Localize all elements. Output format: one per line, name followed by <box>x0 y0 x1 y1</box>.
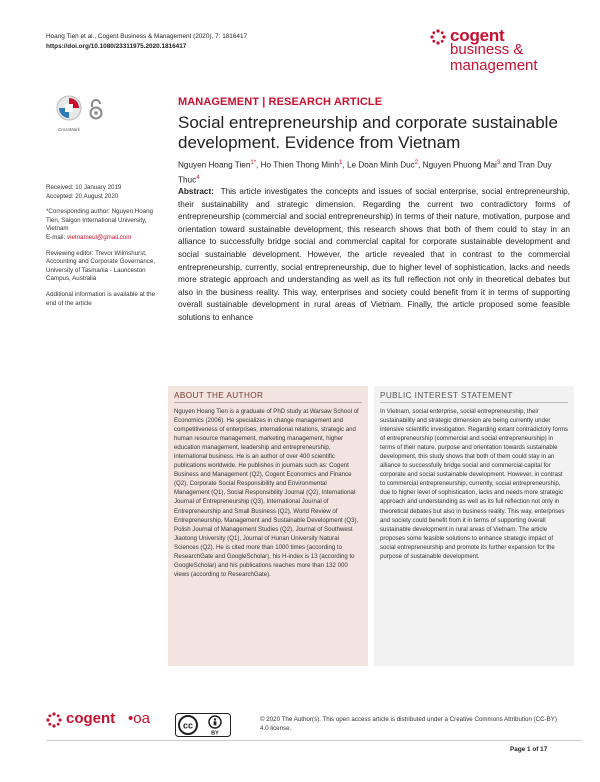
crossmark-label: CrossMark <box>58 127 80 132</box>
email-label: E-mail: <box>46 233 67 241</box>
author-name[interactable]: Tran Duy Thuc <box>178 160 552 185</box>
author-separator: , <box>256 160 261 170</box>
public-interest-text: In Vietnam, social enterprise, social entrepreneurship, their sustainability and strategic dimension are being currently under intensive scientific investigation. Regarding extant contradictory forms of entrepreneurship (commercial and social entrepreneurship) in terms of their nature, purpose and orientation towards sustainable development, this study shows that both of them could stay in an alliance to successfully bridge social and commercial capital for corporate and social sustainable development. However, in contrast to commercial entrepreneurship, currently, social entrepreneurship, due to higher level of sophistication, lacks and needs more strategic approach and understanding as well as its full reflection not only in theoretical debates but also in business reality. This way, enterprises and society could benefit from it in terms of supporting overall sustainable development in rural areas of Vietnam. The article proposes some feasible solutions to enhance strategic impact of social entrepreneurship and promote its further expansion for the purpose of sustainable development. <box>380 408 568 560</box>
additional-info: Additional information is available at the end of the article <box>46 290 156 307</box>
author-separator: , <box>342 160 347 170</box>
author-separator: , <box>418 160 423 170</box>
author-list <box>178 157 570 186</box>
citation-block <box>46 32 247 52</box>
accepted-date: Accepted: 20 August 2020 <box>46 192 119 200</box>
brand-subject-line2: management <box>450 57 538 74</box>
email-link[interactable]: vietnameul@gmail.com <box>66 233 132 241</box>
public-interest-box <box>374 386 574 666</box>
author-name[interactable]: Ho Thien Thong Minh <box>260 160 340 170</box>
article-metadata <box>46 184 166 315</box>
author-name[interactable]: Nguyen Phuong Mai <box>422 160 497 170</box>
author-affiliation: 1* <box>250 160 257 166</box>
crossmark-icon <box>56 95 82 121</box>
license-text: © 2020 The Author(s). This open access article is distributed under a Creative Commons Attribution (CC-BY) 4.0 license. <box>260 716 557 732</box>
about-author-heading: ABOUT THE AUTHOR <box>174 391 362 403</box>
author-affiliation: 4 <box>196 174 200 181</box>
summary-boxes <box>168 386 578 666</box>
public-interest-heading: PUBLIC INTEREST STATEMENT <box>380 391 568 403</box>
received-date: Received: 10 January 2019 <box>46 184 122 191</box>
doi-link[interactable]: https://doi.org/10.1080/23311975.2020.1816417 <box>46 43 187 50</box>
cogent-oa-suffix: •oa <box>128 710 150 727</box>
cogent-logo-icon <box>430 29 446 45</box>
article-title: Social entrepreneurship and corporate sustainable development. Evidence from Vietnam <box>178 113 558 152</box>
brand-subject-line1: business & <box>450 41 524 58</box>
cc-by-license-icon[interactable] <box>175 713 231 737</box>
abstract <box>178 186 570 325</box>
crossmark-badge[interactable] <box>56 95 82 132</box>
abstract-label: Abstract: <box>178 187 214 196</box>
brand-name: cogent <box>450 26 505 45</box>
page-number: Page 1 of 17 <box>510 746 548 753</box>
cc-icon-label: cc <box>182 720 194 731</box>
citation-text: Hoang Tien et al., Cogent Business & Management (2020), 7: 1816417 <box>46 33 248 40</box>
by-icon-label: BY <box>211 730 219 737</box>
cogent-oa-name: cogent <box>66 710 116 727</box>
author-affiliation: 3 <box>496 160 501 166</box>
author-affiliation: 2 <box>414 160 419 166</box>
open-access-icon <box>88 98 104 120</box>
author-name[interactable]: Nguyen Hoang Tien <box>178 160 251 170</box>
author-affiliation: 1 <box>339 160 343 166</box>
brand-subject <box>450 42 538 74</box>
cogent-oa-icon <box>46 712 62 728</box>
corresponding-author: *Corresponding author: Nguyen Hoang Tien, Saigon International University, Vietnam <box>46 208 153 233</box>
author-separator: and <box>500 160 519 170</box>
abstract-text: This article investigates the concepts and issues of social enterprise, social entrepreneurship, their sustainability and strategic dimension. Regarding the current two contradictory forms of entrepreneurship (commercial and social entrepreneurship) in terms of their nature, motivation, purpose and orientation toward sustainable development, this research shows that both of them could to stay in an alliance to successfully bridge social and commercial capital for corporate sustainable development and social sustainable development. However, the article revealed that in contrast to the commercial entrepreneurship, currently, social entrepreneurship, due to higher level of sophistication, lacks and needs more strategic approach and understanding as well as its full reflection not only in theoretical debates but also in the business reality. This way, enterprises and society could benefit from it in terms of supporting overall sustainable development in rural areas of Vietnam. Finally, the article proposed some feasible solutions to enhance <box>178 187 570 322</box>
reviewing-editor: Reviewing editor: Trevor Wilmshurst, Accounting and Corporate Governance, University of Tasmania - Launceston Campus, Australia <box>46 249 156 283</box>
author-name[interactable]: Le Doan Minh Duc <box>346 160 415 170</box>
page-divider <box>46 740 582 741</box>
about-author-box <box>168 386 368 666</box>
about-author-text: Nguyen Hoang Tien is a graduate of PhD study at Warsaw School of Economics (2006). He specializes in change management and competitiveness of enterprises, international relations, strategic and human resource management, marketing management, higher education management, leadership and entrepreneurship, international business. He is an author of over 400 scientific publications worldwide. He publishes in journals such as: Cogent Business and Management (Q2), Cogent Economics and Finance (Q2), Corporate Social Responsibility and Environmental Management (Q1), Social Responsibility Journal (Q2), International Journal of Entrepreneurship (Q3), International Journal of Entrepreneurship and Small Business (Q2), World Review of Entrepreneurship, Management and Sustainable Development (Q3), Polish Journal of Management Studies (Q2), Journal of Southwest Jiaotong University (Q1), Journal of Hunan University Natural Sciences (Q2). He is cited more than 1000 times (according to ResearchGate and GoogleScholar), his H-index is 13 (according to GoogleScholar) and his publications reaches more than 132 000 views (according to ResearchGate). <box>174 408 359 578</box>
section-label: MANAGEMENT | RESEARCH ARTICLE <box>178 96 383 108</box>
